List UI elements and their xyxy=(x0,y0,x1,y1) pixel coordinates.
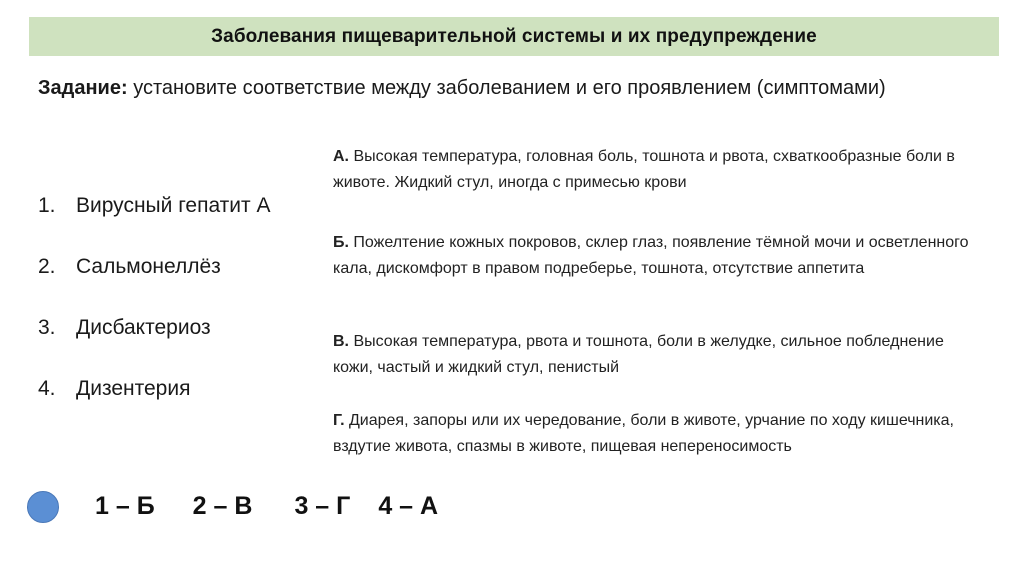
disease-name: Дисбактериоз xyxy=(76,316,211,339)
disease-list xyxy=(38,194,270,438)
symptom-letter: Г. xyxy=(333,412,345,429)
disease-item xyxy=(38,316,270,377)
disease-item xyxy=(38,255,270,316)
symptom-item-g xyxy=(333,408,973,460)
answer-item: 1 – Б xyxy=(95,492,155,520)
disease-number: 2. xyxy=(38,255,56,278)
page-title: Заболевания пищеварительной системы и их предупреждение xyxy=(211,25,817,47)
disease-item xyxy=(38,194,270,255)
disease-name: Вирусный гепатит А xyxy=(76,194,271,217)
task-instruction xyxy=(38,77,886,100)
disease-number: 4. xyxy=(38,377,56,400)
symptom-text: Высокая температура, рвота и тошнота, боли в желудке, сильное побледнение кожи, частый и жидкий стул, пенистый xyxy=(333,333,944,376)
symptom-letter: Б. xyxy=(333,234,349,251)
disease-number: 1. xyxy=(38,194,56,217)
symptom-item-v xyxy=(333,329,973,381)
disease-name: Дизентерия xyxy=(76,377,191,400)
symptom-item-b xyxy=(333,230,973,282)
answer-key xyxy=(95,492,438,521)
task-text: установите соответствие между заболеванием и его проявлением (симптомами) xyxy=(127,77,886,99)
symptom-item-a xyxy=(333,144,973,196)
symptom-text: Диарея, запоры или их чередование, боли в животе, урчание по ходу кишечника, вздутие живота, спазмы в животе, пищевая непереносимость xyxy=(333,412,954,455)
disease-item xyxy=(38,377,270,438)
answer-item: 3 – Г xyxy=(294,492,351,520)
task-label: Задание: xyxy=(38,77,128,99)
title-bar xyxy=(29,17,999,56)
symptom-letter: А. xyxy=(333,148,349,165)
symptom-text: Пожелтение кожных покровов, склер глаз, появление тёмной мочи и осветленного кала, дискомфорт в правом подреберье, тошнота, отсутствие аппетита xyxy=(333,234,969,277)
answer-marker-circle[interactable] xyxy=(27,491,59,523)
answer-item: 2 – В xyxy=(192,492,253,520)
answer-item: 4 – А xyxy=(378,492,439,520)
symptom-text: Высокая температура, головная боль, тошнота и рвота, схваткообразные боли в животе. Жидкий стул, иногда с примесью крови xyxy=(333,148,955,191)
disease-name: Сальмонеллёз xyxy=(76,255,221,278)
symptom-letter: В. xyxy=(333,333,349,350)
disease-number: 3. xyxy=(38,316,56,339)
